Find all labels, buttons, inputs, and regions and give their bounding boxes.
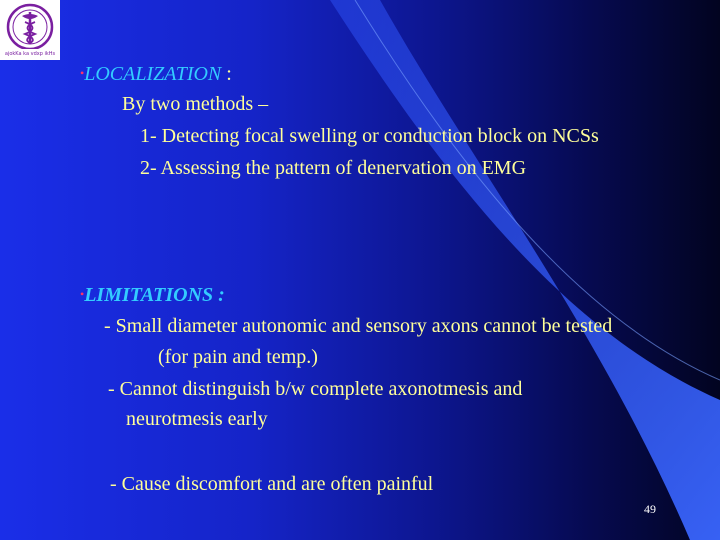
localization-heading: LOCALIZATION bbox=[84, 63, 222, 85]
limitation-3: - Cause discomfort and are often painful bbox=[110, 473, 434, 495]
institute-logo bbox=[0, 0, 60, 60]
localization-intro: By two methods – bbox=[122, 93, 269, 115]
localization-colon: : bbox=[221, 63, 232, 85]
localization-method-1: 1- Detecting focal swelling or conduction block on NCSs bbox=[140, 125, 599, 147]
limitation-1-line-1: - Small diameter autonomic and sensory axons cannot be tested bbox=[104, 315, 613, 337]
caduceus-emblem-icon bbox=[0, 0, 60, 60]
limitations-heading-line bbox=[80, 283, 225, 309]
limitations-heading: LIMITATIONS : bbox=[84, 284, 225, 306]
limitation-2-line-1: - Cannot distinguish b/w complete axonotmesis and bbox=[108, 378, 523, 400]
limitation-2-line-2: neurotmesis early bbox=[126, 408, 268, 430]
localization-method-2: 2- Assessing the pattern of denervation on EMG bbox=[140, 157, 527, 179]
logo-caption: ajokKa ka vdxp ikHs bbox=[4, 51, 56, 57]
page-number: 49 bbox=[644, 502, 656, 516]
limitation-1-line-2: (for pain and temp.) bbox=[158, 346, 318, 368]
bullet-icon: • bbox=[80, 66, 85, 80]
localization-heading-line bbox=[80, 62, 232, 88]
bullet-icon: • bbox=[80, 287, 85, 301]
